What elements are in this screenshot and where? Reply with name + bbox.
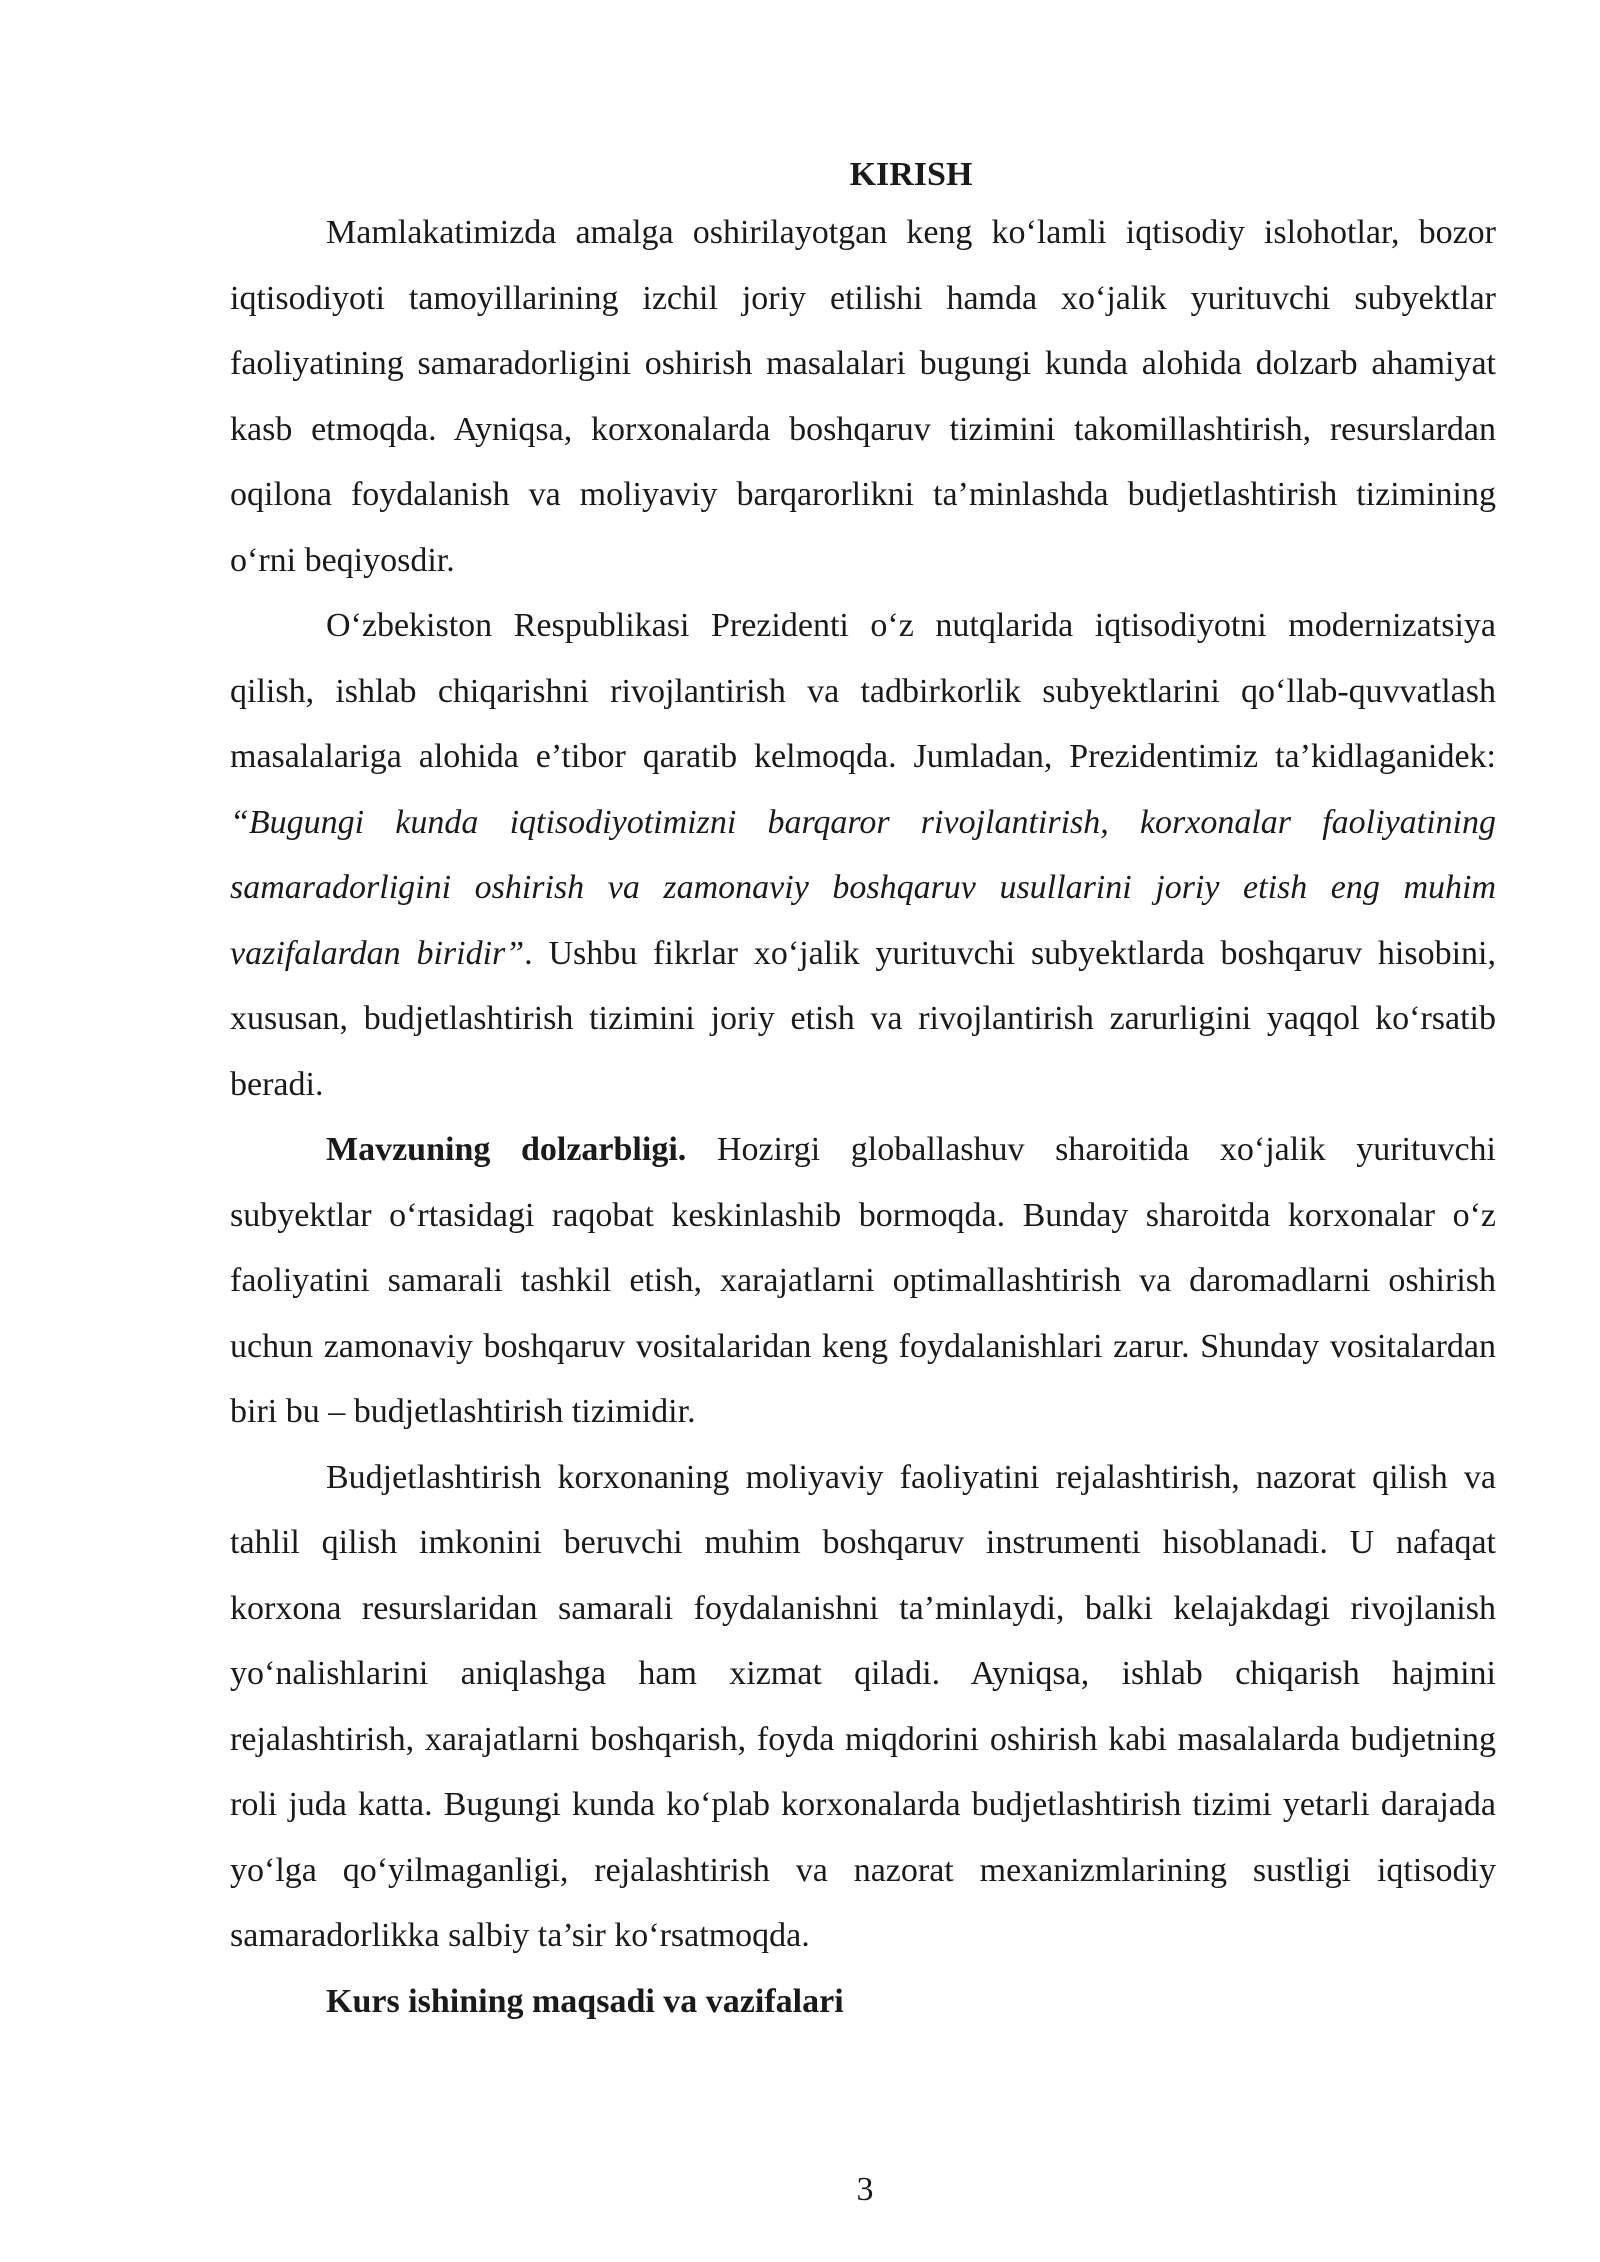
paragraph-president-continuation: . Ushbu fikrlar xo‘jalik yurituvchi subyektlarda boshqaruv hisobini, xususan, budjetlashtirish tizimini joriy etish va rivojlantirish zarurligini yaqqol ko‘rsatib beradi.	[230, 934, 1496, 1103]
paragraph-budgeting	[230, 1445, 1496, 1969]
paragraph-relevance	[230, 1117, 1496, 1445]
paragraph-president-text: O‘zbekiston Respublikasi Prezidenti o‘z nutqlarida iqtisodiyotni modernizatsiya qilish, ishlab chiqarishni rivojlantirish va tadbirkorlik subyektlarini qo‘llab-quvvatlash masalalariga alohida e’tibor qaratib kelmoqda. Jumladan, Prezidentimiz ta’kidlaganidek:	[230, 607, 1496, 775]
paragraph-relevance-text: Hozirgi globallashuv sharoitida xo‘jalik yurituvchi subyektlar o‘rtasidagi raqobat keskinlashib bormoqda. Bunday sharoitda korxonalar o‘z faoliyatini samarali tashkil etish, xarajatlarni optimallashtirish va daromadlarni oshirish uchun zamonaviy boshqaruv vositalaridan keng foydalanishlari zarur. Shunday vositalardan biri bu – budjetlashtirish tizimidir.	[230, 1131, 1497, 1430]
document-page	[230, 150, 1496, 2034]
section-title: KIRISH	[849, 156, 973, 193]
paragraph-president	[230, 593, 1496, 1117]
subsection-title: Kurs ishining maqsadi va vazifalari	[326, 1982, 844, 2020]
paragraph-budgeting-text: Budjetlashtirish korxonaning moliyaviy faoliyatini rejalashtirish, nazorat qilish va tahlil qilish imkonini beruvchi muhim boshqaruv instrumenti hisoblanadi. U nafaqat korxona resurslaridan samarali foydalanishni ta’minlaydi, balki kelajakdagi rivojlanish yo‘nalishlarini aniqlashga ham xizmat qiladi. Ayniqsa, ishlab chiqarish hajmini rejalashtirish, xarajatlarni boshqarish, foyda miqdorini oshirish kabi masalalarda budjetning roli juda katta. Bugungi kunda ko‘plab korxonalarda budjetlashtirish tizimi yetarli darajada yo‘lga qo‘yilmaganligi, rejalashtirish va nazorat mexanizmlarining sustligi iqtisodiy samaradorlikka salbiy ta’sir ko‘rsatmoqda.	[230, 1458, 1496, 1954]
relevance-lead: Mavzuning dolzarbligi.	[326, 1131, 687, 1168]
paragraph-intro	[230, 200, 1496, 593]
page-number: 3	[856, 2171, 874, 2208]
president-quote: “Bugungi kunda iqtisodiyotimizni barqaror rivojlantirish, korxonalar faoliyatining samaradorligini oshirish va zamonaviy boshqaruv usullarini joriy etish eng muhim vazifalardan biridir”	[230, 803, 1496, 972]
paragraph-intro-text: Mamlakatimizda amalga oshirilayotgan keng ko‘lamli iqtisodiy islohotlar, bozor iqtisodiyoti tamoyillarining izchil joriy etilishi hamda xo‘jalik yurituvchi subyektlar faoliyatining samaradorligini oshirish masalalari bugungi kunda alohida dolzarb ahamiyat kasb etmoqda. Ayniqsa, korxonalarda boshqaruv tizimini takomillashtirish, resurslardan oqilona foydalanish va moliyaviy barqarorlikni ta’minlashda budjetlashtirish tizimining o‘rni beqiyosdir.	[230, 214, 1496, 579]
